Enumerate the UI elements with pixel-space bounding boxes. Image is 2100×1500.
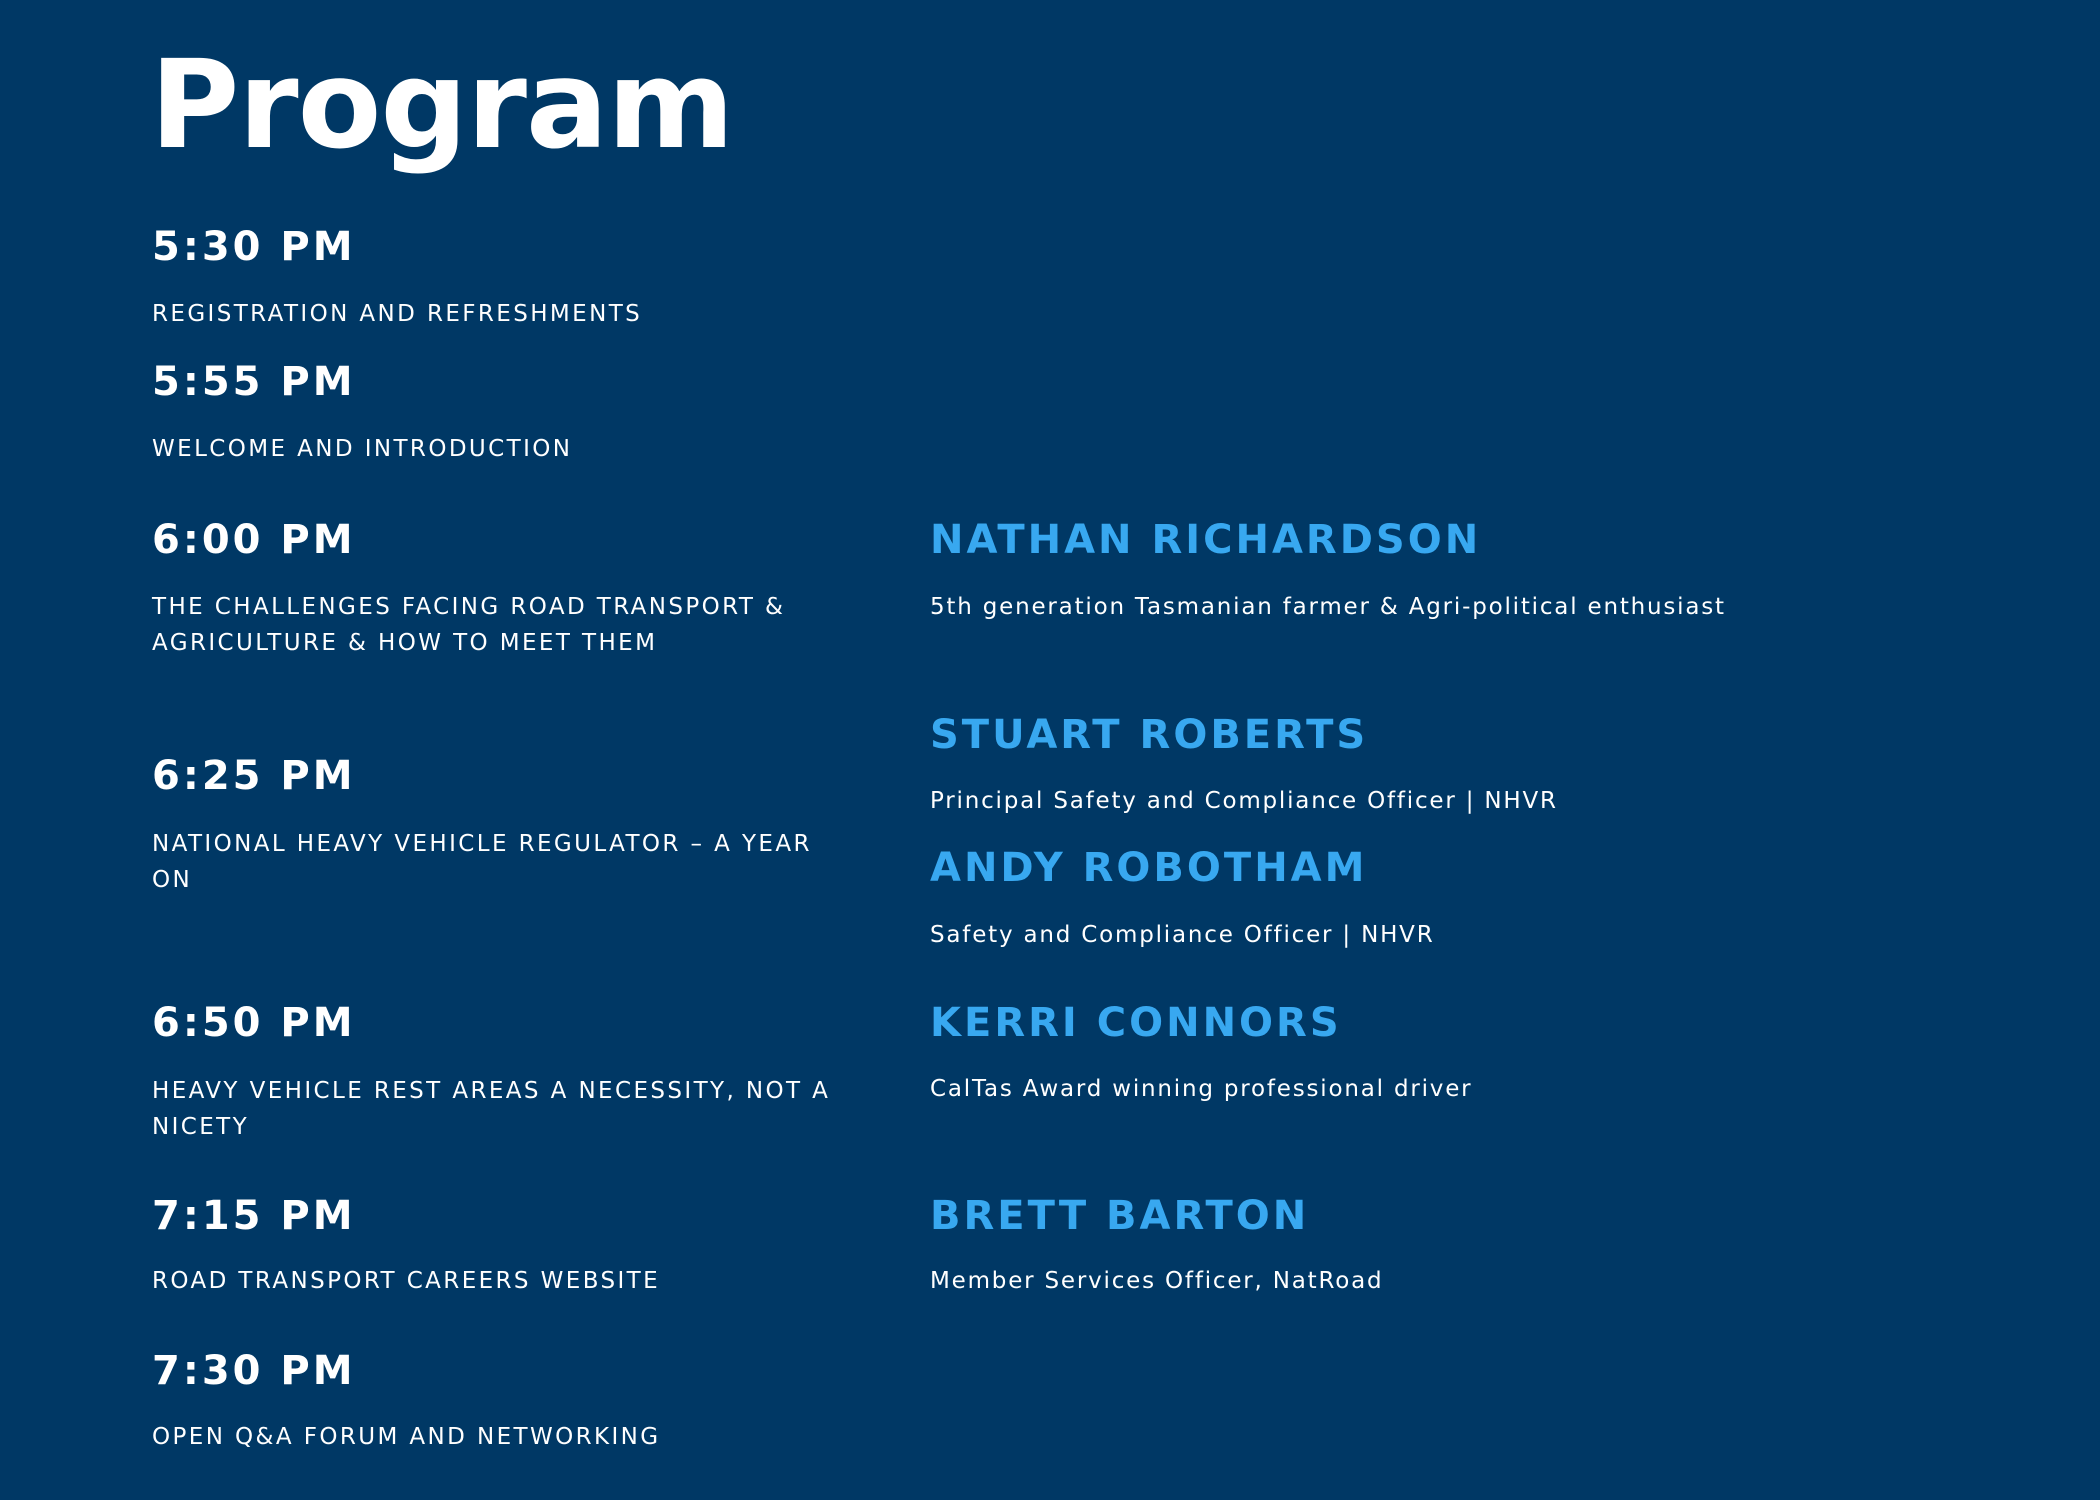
speaker-role: Principal Safety and Compliance Officer | NHVR (930, 788, 1558, 814)
session-time: 7:15 PM (152, 1193, 356, 1239)
speaker-role: Member Services Officer, NatRoad (930, 1268, 1384, 1294)
session-title: REGISTRATION AND REFRESHMENTS (152, 301, 643, 327)
session-title: OPEN Q&A FORUM AND NETWORKING (152, 1424, 661, 1450)
session-time: 6:00 PM (152, 517, 356, 563)
session-time: 7:30 PM (152, 1348, 356, 1394)
page-title: Program (150, 34, 734, 176)
speaker-name: ANDY ROBOTHAM (930, 845, 1368, 891)
speaker-name: NATHAN RICHARDSON (930, 517, 1482, 563)
session-title: WELCOME AND INTRODUCTION (152, 436, 573, 462)
session-title: ROAD TRANSPORT CAREERS WEBSITE (152, 1268, 661, 1294)
session-title: THE CHALLENGES FACING ROAD TRANSPORT & AGRICULTURE & HOW TO MEET THEM (152, 594, 786, 656)
speaker-role: 5th generation Tasmanian farmer & Agri-political enthusiast (930, 594, 1726, 620)
session-time: 5:55 PM (152, 359, 356, 405)
session-time: 6:50 PM (152, 1000, 356, 1046)
session-time: 6:25 PM (152, 753, 356, 799)
session-time: 5:30 PM (152, 224, 356, 270)
session-title: NATIONAL HEAVY VEHICLE REGULATOR – A YEAR ON (152, 831, 812, 893)
speaker-name: BRETT BARTON (930, 1193, 1310, 1239)
speaker-name: STUART ROBERTS (930, 712, 1369, 758)
session-title: HEAVY VEHICLE REST AREAS A NECESSITY, NOT A NICETY (152, 1078, 831, 1140)
speaker-name: KERRI CONNORS (930, 1000, 1342, 1046)
speaker-role: CalTas Award winning professional driver (930, 1076, 1473, 1102)
speaker-role: Safety and Compliance Officer | NHVR (930, 922, 1435, 948)
